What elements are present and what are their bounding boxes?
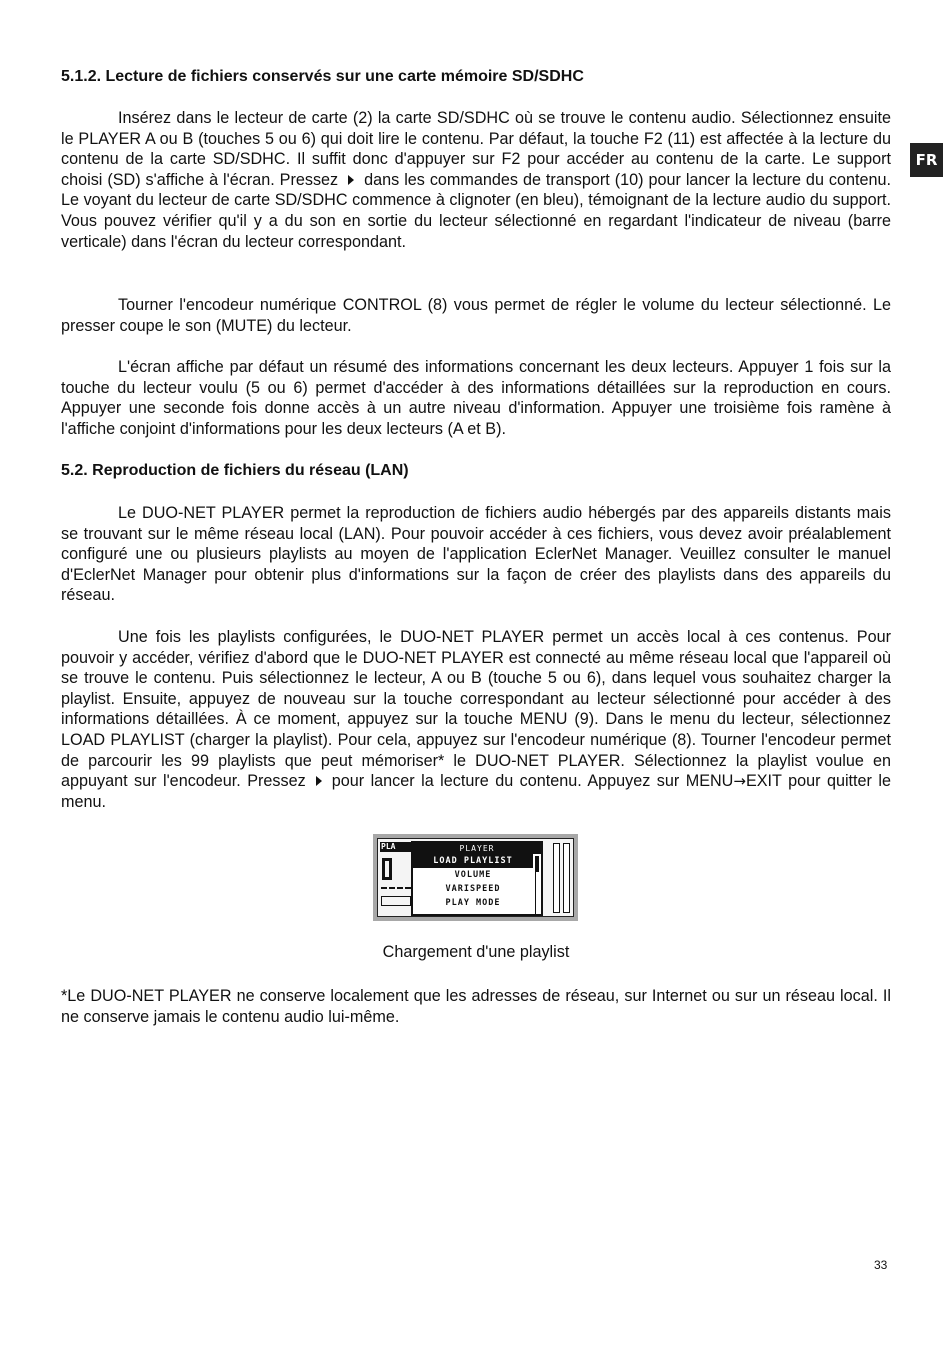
- play-icon: [348, 175, 354, 185]
- language-tab: FR: [910, 143, 943, 177]
- lcd-level-bar: [563, 843, 570, 913]
- lcd-screen-figure: [373, 834, 578, 921]
- paragraph-lan-intro: Le DUO-NET PLAYER permet la reproduction de fichiers audio hébergés par des appareils distants mais se trouvant sur le même réseau local (LAN). Pour pouvoir accéder à ces fichiers, vous devez avoir préalablement configuré une ou plusieurs playlists au moyen de l'application EclerNet Manager. Veuillez consulter le manuel d'EclerNet Manager pour obtenir plus d'informations sur la façon de créer des playlists dans des appareils du réseau.: [61, 504, 891, 605]
- lcd-player-menu: [411, 841, 543, 916]
- arrow-right-icon: →: [733, 772, 746, 791]
- lcd-progress-box: [381, 896, 411, 906]
- play-icon: [316, 776, 322, 786]
- lcd-scroll-thumb: [536, 856, 539, 872]
- lcd-level-bar: [553, 843, 560, 913]
- lcd-menu-item-load-playlist: LOAD PLAYLIST: [413, 854, 533, 868]
- lcd-dashes: [381, 887, 411, 889]
- lcd-menu-item-play-mode: PLAY MODE: [445, 898, 501, 908]
- footnote: *Le DUO-NET PLAYER ne conserve localement que les adresses de réseau, sur Internet ou sur un réseau local. Il ne conserve jamais le contenu audio lui-même.: [61, 987, 891, 1026]
- lcd-scrollbar: [535, 856, 540, 914]
- paragraph-control-encoder: Tourner l'encodeur numérique CONTROL (8) vous permet de régler le volume du lecteur sélectionné. Le presser coupe le son (MUTE) du lecteur.: [61, 296, 891, 335]
- paragraph-load-playlist: Une fois les playlists configurées, le DUO-NET PLAYER permet un accès local à ces contenus. Pour pouvoir y accéder, vérifiez d'abord que le DUO-NET PLAYER est connecté au même réseau local que l'appareil où se trouve le contenu. Puis sélectionnez le lecteur, A ou B (touche 5 ou 6), dans lequel vous souhaitez charger la playlist. Ensuite, appuyez de nouveau sur la touche correspondant au lecteur sélectionné pour accéder à des informations détaillées. À ce moment, appuyez sur la touche MENU (9). Dans le menu du lecteur, sélectionnez LOAD PLAYLIST (charger la playlist). Pour cela, appuyez sur l'encodeur numérique (8). Tourner l'encodeur permet de parcourir les 99 playlists que peut mémoriser* le DUO-NET PLAYER. Sélectionnez la playlist voulue en appuyant sur l'encodeur. Pressez pour lancer la lecture du contenu. Appuyez sur MENU→EXIT pour quitter le menu.: [61, 628, 891, 811]
- page-number: 33: [874, 1258, 888, 1272]
- section-heading-5-1-2: 5.1.2. Lecture de fichiers conservés sur une carte mémoire SD/SDHC: [61, 68, 584, 85]
- lcd-menu-item-varispeed: VARISPEED: [445, 884, 501, 894]
- lcd-menu-item-volume: VOLUME: [454, 870, 492, 880]
- paragraph-sd-card-reading: Insérez dans le lecteur de carte (2) la carte SD/SDHC où se trouve le contenu audio. Sélectionnez ensuite le PLAYER A ou B (touches 5 ou 6) qui doit lire le contenu. Par défaut, la touche F2 (11) est affectée à la lecture du contenu de la carte SD/SDHC. Il suffit donc d'appuyer sur F2 pour accéder au contenu de la carte. Le support choisi (SD) s'affiche à l'écran. Pressez dans les commandes de transport (10) pour lancer la lecture du contenu. Le voyant du lecteur de carte SD/SDHC commence à clignoter (en bleu), témoignant de la lecture audio du support. Vous pouvez vérifier qu'il y a du son en sortie du lecteur sélectionné en regardant l'indicateur de niveau (barre verticale) dans l'écran du lecteur correspondant.: [61, 109, 891, 251]
- lcd-background-tab: PLA: [380, 842, 413, 852]
- lcd-display: [377, 838, 574, 917]
- paragraph-screen-info: L'écran affiche par défaut un résumé des informations concernant les deux lecteurs. Appuyer 1 fois sur la touche du lecteur voulu (5 ou 6) permet d'accéder à des informations détaillées sur la reproduction en cours. Appuyer une seconde fois donne accès à un autre niveau d'information. Appuyer une troisième fois ramène à l'affiche conjoint d'informations pour les deux lecteurs (A et B).: [61, 358, 891, 438]
- figure-caption: Chargement d'une playlist: [382, 943, 570, 961]
- lcd-menu-title: PLAYER: [413, 843, 541, 854]
- section-heading-5-2: 5.2. Reproduction de fichiers du réseau (LAN): [61, 462, 409, 479]
- lcd-digit: [382, 858, 392, 880]
